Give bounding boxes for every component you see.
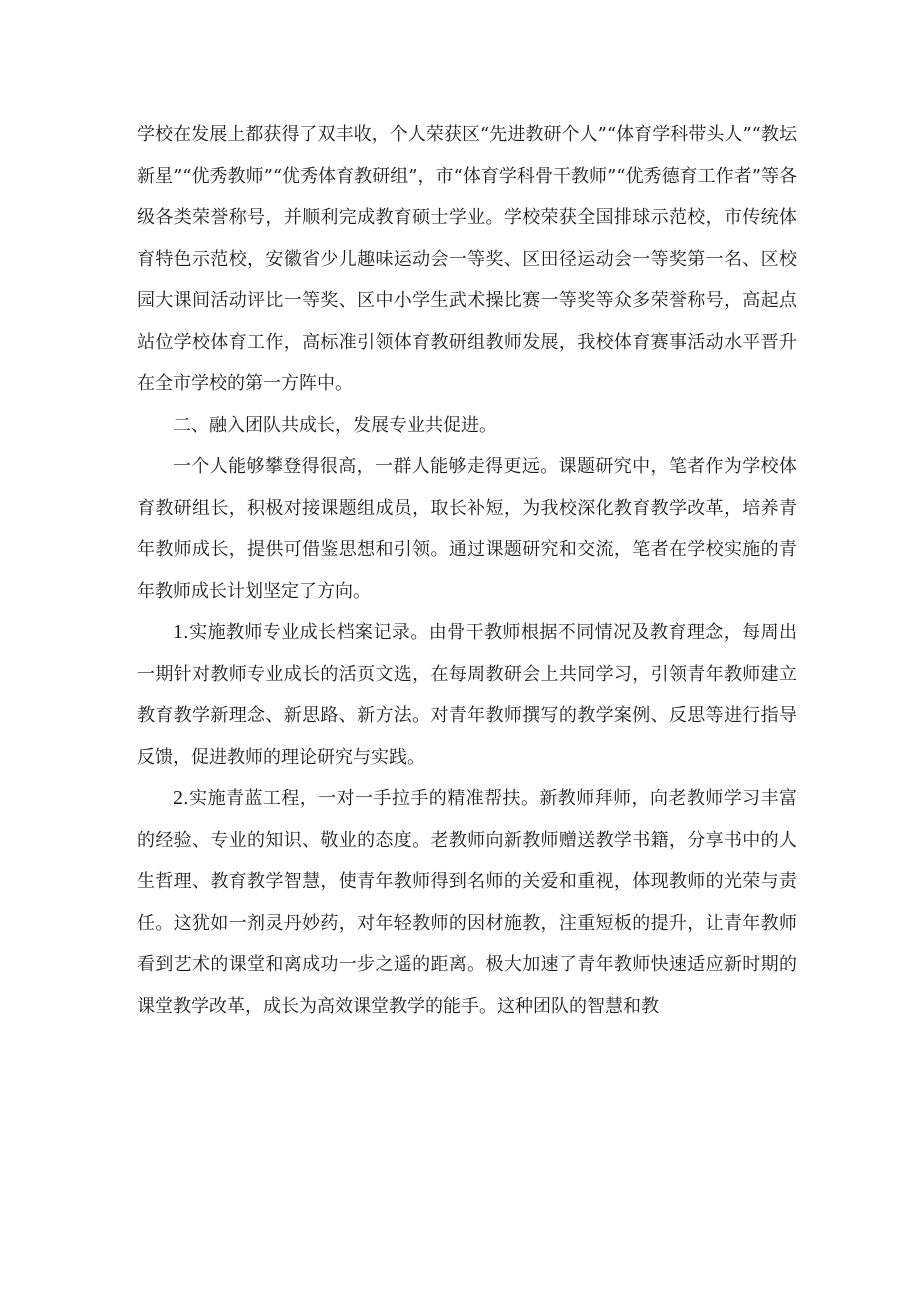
list-item-text: .实施教师专业成长档案记录。由骨干教师根据不同情况及教育理念，每周出一期针对教师专业成长的活页文选，在每周教研会上共同学习，引领青年教师建立教育教学新理念、新思路、新方法。对青年教师撰写的教学案例、反思等进行指导反馈，促进教师的理论研究与实践。 [137, 622, 797, 768]
list-item-text: .实施青蓝工程，一对一手拉手的精准帮扶。新教师拜师，向老教师学习丰富的经验、专业的知识、敬业的态度。老教师向新教师赠送教学书籍，分享书中的人生哲理、教育教学智慧，使青年教师得到名师的关爱和重视，体现教师的光荣与责任。这犹如一剂灵丹妙药，对年轻教师的因材施教，注重短板的提升，让青年教师看到艺术的课堂和离成功一步之遥的距离。极大加速了青年教师快速适应新时期的课堂教学改革，成长为高效课堂教学的能手。这种团队的智慧和教 [137, 788, 797, 1017]
section-heading-team-growth: 二、融入团队共成长，发展专业共促进。 [173, 414, 497, 436]
list-number: 2 [173, 787, 183, 809]
paragraph-honors: 学校在发展上都获得了双丰收，个人荣获区“先进教研个人”“体育学科带头人”“教坛新星”“优秀教师”“优秀体育教研组”，市“体育学科骨干教师”“优秀德育工作者”等各级各类荣誉称号，并顺利完成教育硕士学业。学校荣获全国排球示范校，市传统体育特色示范校，安徽省少儿趣味运动会一等奖、区田径运动会一等奖第一名、区校园大课间活动评比一等奖、区中小学生武术操比赛一等奖等众多荣誉称号，高起点站位学校体育工作，高标准引领体育教研组教师发展，我校体育赛事活动水平晋升在全市学校的第一方阵中。 [137, 124, 797, 394]
list-item-qinglan-project [137, 778, 797, 1027]
list-item-growth-archive [137, 612, 797, 778]
list-number: 1 [173, 621, 183, 643]
paragraph-research-intro: 一个人能够攀登得很高，一群人能够走得更远。课题研究中，笔者作为学校体育教研组长，积极对接课题组成员，取长补短，为我校深化教育教学改革，培养青年教师成长，提供可借鉴思想和引领。通过课题研究和交流，笔者在学校实施的青年教师成长计划坚定了方向。 [137, 456, 797, 602]
document-body [137, 114, 797, 1027]
